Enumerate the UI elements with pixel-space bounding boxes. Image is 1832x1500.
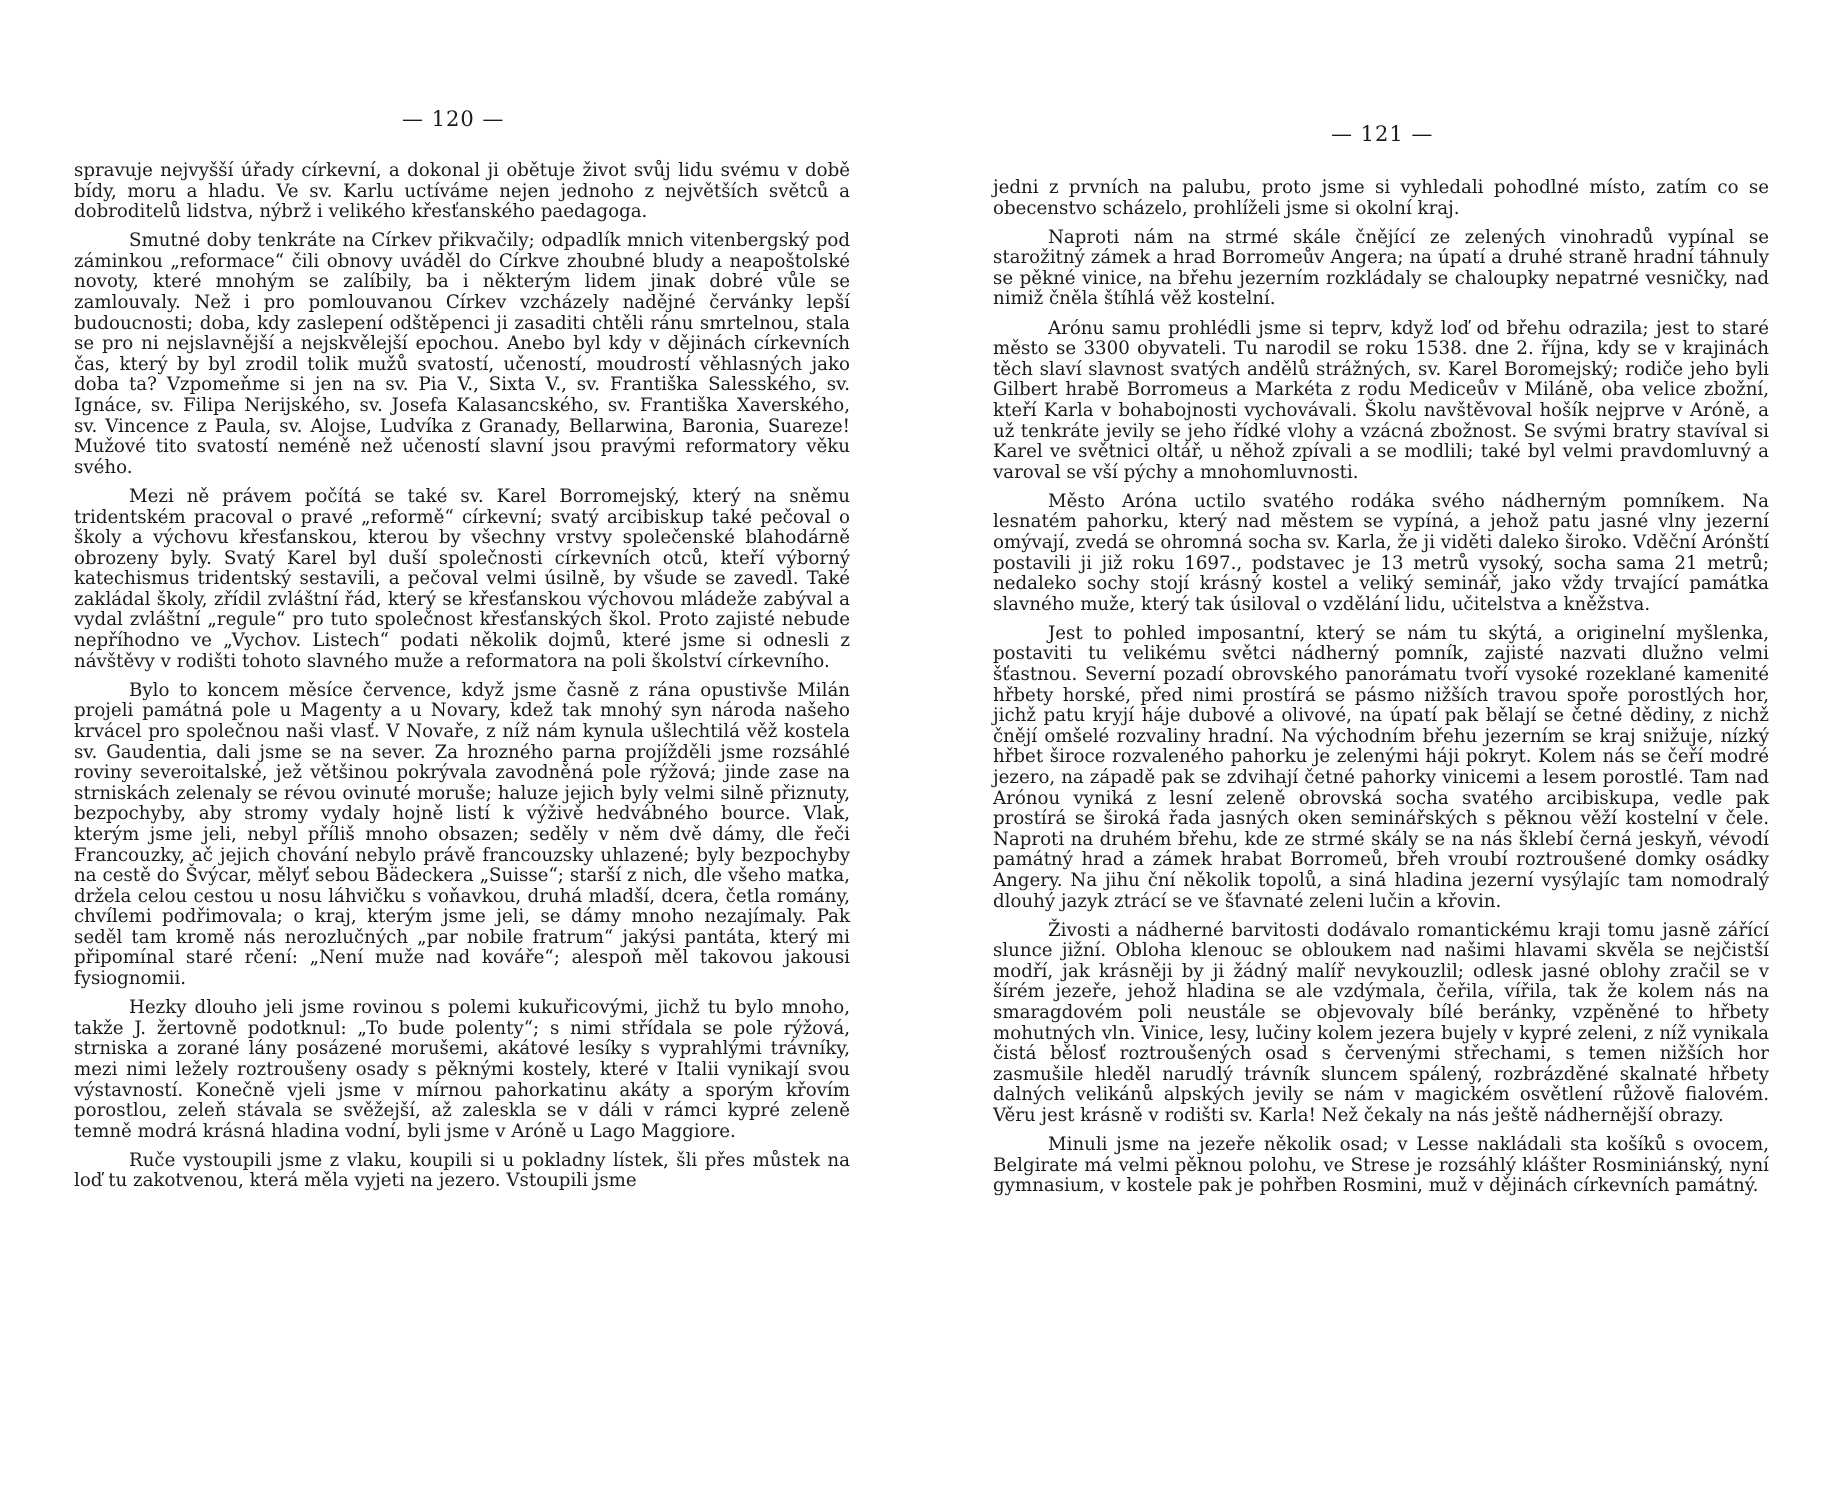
page-body [74, 161, 850, 1201]
page-number: — 120 — [402, 107, 505, 131]
paragraph: Minuli jsme na jezeře několik osad; v Lesse nakládali sta košíků s ovocem, Belgirate má velmi pěknou polohu, ve Strese je rozsáhlý klášter Rosminiánský, nyní gymnasium, v kostele pak je pohřben Rosmini, muž v dějinách církevních památný. [993, 1134, 1769, 1197]
paragraph: Jest to pohled imposantní, který se nám tu skýtá, a originelní myšlenka, postaviti tu velikému světci nádherný pomník, zajisté nazvati dlužno velmi šťastnou. Severní pozadí obrovského panorámatu tvoří vysoké rozeklané kamenité hřbety horské, před nimi prostírá se pásmo nižších travou spoře porostlých hor, jichž patu kryjí háje dubové a olivové, na úpatí pak bělají se četné dědiny, z nichž čnějí omšelé rozvaliny hradní. Na východním břehu jezerním se kraj snižuje, nízký hřbet široce rozvaleného pahorku je zelenými háji pokryt. Kolem nás se čeří modré jezero, na západě pak se zdvihají četné pahorky vinicemi a lesem porostlé. Tam nad Arónou vyniká z lesní zeleně obrovská socha svatého arcibiskupa, vedle pak prostírá se široká řada jasných oken seminářských s pěknou věží kostelní v čele. Naproti na druhém břehu, kde ze strmé skály se na nás šklebí černá jeskyň, vévodí památný hrad a zámek hrabat Borromeů, břeh vroubí roztroušené domky osádky Angery. Na jihu ční několik topolů, a siná hladina jezerní vysýlajíc tam nomodralý dlouhý jazyk ztrácí se ve šťavnaté zeleni lučin a křovin. [993, 622, 1769, 912]
paragraph: Mezi ně právem počítá se také sv. Karel Borromejský, který na sněmu tridentském pracoval o pravé „reformě“ církevní; svatý arcibiskup také pečoval o školy a výchovu křesťanskou, kterou by všechny vrstvy společenské blahodárně obrozeny byly. Svatý Karel byl duší společnosti církevních otců, kteří výborný katechismus tridentský sestavili, a pečoval velmi úsilně, by všude se zavedl. Také zakládal školy, zřídil zvláštní řád, který se křesťanskou výchovou mládeže zabýval a vydal zvláštní „regule“ pro tuto společnost křesťanských škol. Proto zajisté nebude nepříhodno ve „Vychov. Listech“ podati několik dojmů, které jsme si odnesli z návštěvy v rodišti tohoto slavného muže a reformatora na poli školství církevního. [74, 485, 850, 672]
page-body [993, 178, 1769, 1205]
paragraph: Město Aróna uctilo svatého rodáka svého nádherným pomníkem. Na lesnatém pahorku, který nad městem se vypíná, a jehož patu jasné vlny jezerní omývají, zvedá se ohromná socha sv. Karla, že ji viděti daleko široko. Vděční Arónští postavili ji již roku 1697., podstavec je 13 metrů vysoký, socha sama 21 metrů; nedaleko sochy stojí krásný kostel a veliký seminář, jako vždy trvající památka slavného muže, který tak úsiloval o vzdělání lidu, učitelstva a kněžstva. [993, 490, 1770, 615]
page-number: — 121 — [1331, 122, 1434, 146]
paragraph: Smutné doby tenkráte na Církev přikvačily; odpadlík mnich vitenbergský pod záminkou „reformace“ čili obnovy uváděl do Církve zhoubné bludy a neapoštolské novoty, které mnohým se zalíbily, ba i některým lidem jinak dobré vůle se zamlouvaly. Než i pro pomlouvanou Církev vzcházely nadějné červánky lepší budoucnosti; doba, kdy zaslepení odštěpenci ji zasaditi chtěli ránu smrtelnou, stala se pro ni nejslavnější a nejskvělejší epochou. Anebo byl kdy v dějinách církevních čas, který by byl zrodil tolik mužů svatostí, učeností, moudrostí věhlasných jako doba ta? Vzpomeňme si jen na sv. Pia V., Sixta V., sv. Františka Salesského, sv. Ignáce, sv. Filipa Nerijského, sv. Josefa Kalasancského, sv. Františka Xaverského, sv. Vincence z Paula, sv. Alojse, Ludvíka z Granady, Bellarwina, Baronia, Suareze! Mužové tito svatostí neméně než učeností slavní jsou pravými reformatory věku svého. [74, 230, 850, 478]
paragraph: spravuje nejvyšší úřady církevní, a dokonal ji obětuje život svůj lidu svému v době bídy, moru a hladu. Ve sv. Karlu uctíváme nejen jednoho z největších světců a dobroditelů lidstva, nýbrž i velikého křesťanského paedagoga. [74, 160, 850, 223]
paragraph: Živosti a nádherné barvitosti dodávalo romantickému kraji tomu jasně zářící slunce jižní. Obloha klenouc se obloukem nad našimi hlavami skvěla se nejčistší modří, jak krásněji by ji žádný malíř nevykouzlil; odlesk jasné oblohy zračil se v šírém jezeře, jehož hladina se ale vzdýmala, čeřila, vířila, tak že kolem nás na smaragdovém poli neustále se objevovaly bílé beránky, vzpěněné to hřbety mohutných vln. Vinice, lesy, lučiny kolem jezera bujely v kypré zeleni, z níž vynikala čistá bělosť roztroušených osad s červenými střechami, s temen nižších hor zasmušile hleděl narudlý trávník sluncem spálený, rozbrázděné skalnaté hřbety dalných velikánů alpských jevily se nám v magickém osvětlení růžově fialovém. Věru jest krásně v rodišti sv. Karla! Než čekaly na nás ještě nádhernější obrazy. [993, 919, 1769, 1127]
paragraph: jedni z prvních na palubu, proto jsme si vyhledali pohodlné místo, zatím co se obecenstvo scházelo, prohlíželi jsme si okolní kraj. [993, 177, 1769, 219]
paragraph: Bylo to koncem měsíce července, když jsme časně z rána opustivše Milán projeli památná pole u Magenty a u Novary, kdež tak mnohý syn národa našeho krvácel pro společnou naši vlasť. V Novaře, z níž nám kynula ušlechtilá věž kostela sv. Gaudentia, dali jsme se na sever. Za hrozného parna projížděli jsme rozsáhlé roviny severoitalské, jež většinou pokrývala zavodněná pole rýžová; jinde zase na strniskách zelenaly se révou ovinuté moruše; haluze jejich byly velmi silně přiznuty, bezpochyby, aby stromy vydaly hojně listí k výživě hedvábného bource. Vlak, kterým jsme jeli, nebyl příliš mnoho obsazen; seděly v něm dvě dámy, dle řeči Francouzky, ač jejich chování nebylo právě francouzsky uhlazené; byly bezpochyby na cestě do Švýcar, mělyť sebou Bädeckera „Suisse“; starší z nich, dle všeho matka, držela celou cestou u nosu láhvičku s voňavkou, druhá mladší, dcera, četla romány, chvílemi podřimovala; o kraj, kterým jsme jeli, se dámy mnoho nezajímaly. Pak seděl tam kromě nás nerozlučných „par nobile fratrum“ jakýsi pantáta, který mi připomínal staré rčení: „Není muže nad kováře“; alespoň měl takovou jakousi fysiognomii. [74, 679, 850, 990]
paragraph: Ruče vystoupili jsme z vlaku, koupili si u pokladny lístek, šli přes můstek na loď tu zakotvenou, která měla vyjeti na jezero. Vstoupili jsme [74, 1149, 850, 1192]
paragraph: Naproti nám na strmé skále čnějící ze zelených vinohradů vypínal se starožitný zámek a hrad Borromeův Angera; na úpatí a druhé straně hradní táhnuly se pěkné vinice, na břehu jezerním rozkládaly se chaloupky nepatrné vesničky, nad nimiž čněla štíhlá věž kostelní. [993, 226, 1769, 310]
paragraph: Arónu samu prohlédli jsme si teprv, když loď od břehu odrazila; jest to staré město se 3300 obyvateli. Tu narodil se roku 1538. dne 2. října, kdy se v krajinách těch slaví slavnost svatých andělů strážných, sv. Karel Boromejský; rodiče jeho byli Gilbert hrabě Borromeus a Markéta z rodu Mediceův v Miláně, oba velice zbožní, kteří Karla v bohabojnosti vychovávali. Školu navštěvoval hošík nejprve v Aróně, a už tenkráte jevily se jeho řídké vlohy a vzácná zbožnost. Se svými bratry stavíval si Karel ve světnici oltář, u něhož zpívali a se modlili; také byl velmi pravdomluvný a varoval se vší pýchy a mnohomluvnosti. [993, 317, 1769, 483]
paragraph: Hezky dlouho jeli jsme rovinou s polemi kukuřicovými, jichž tu bylo mnoho, takže J. žertovně podotknul: „To bude polenty“; s nimi střídala se pole rýžová, strniska a zorané lány posázené morušemi, akátové lesíky s vyprahlými trávníky, mezi nimi ležely roztroušeny osady s pěknými kostely, které v Italii vynikají svou výstavností. Konečně vjeli jsme v mírnou pahorkatinu akáty a sporým křovím porostlou, zeleň stávala se svěžejší, až zaleskla se v dáli v rámci kypré zeleně temně modrá krásná hladina vodní, byli jsme v Aróně u Lago Maggiore. [74, 997, 850, 1142]
